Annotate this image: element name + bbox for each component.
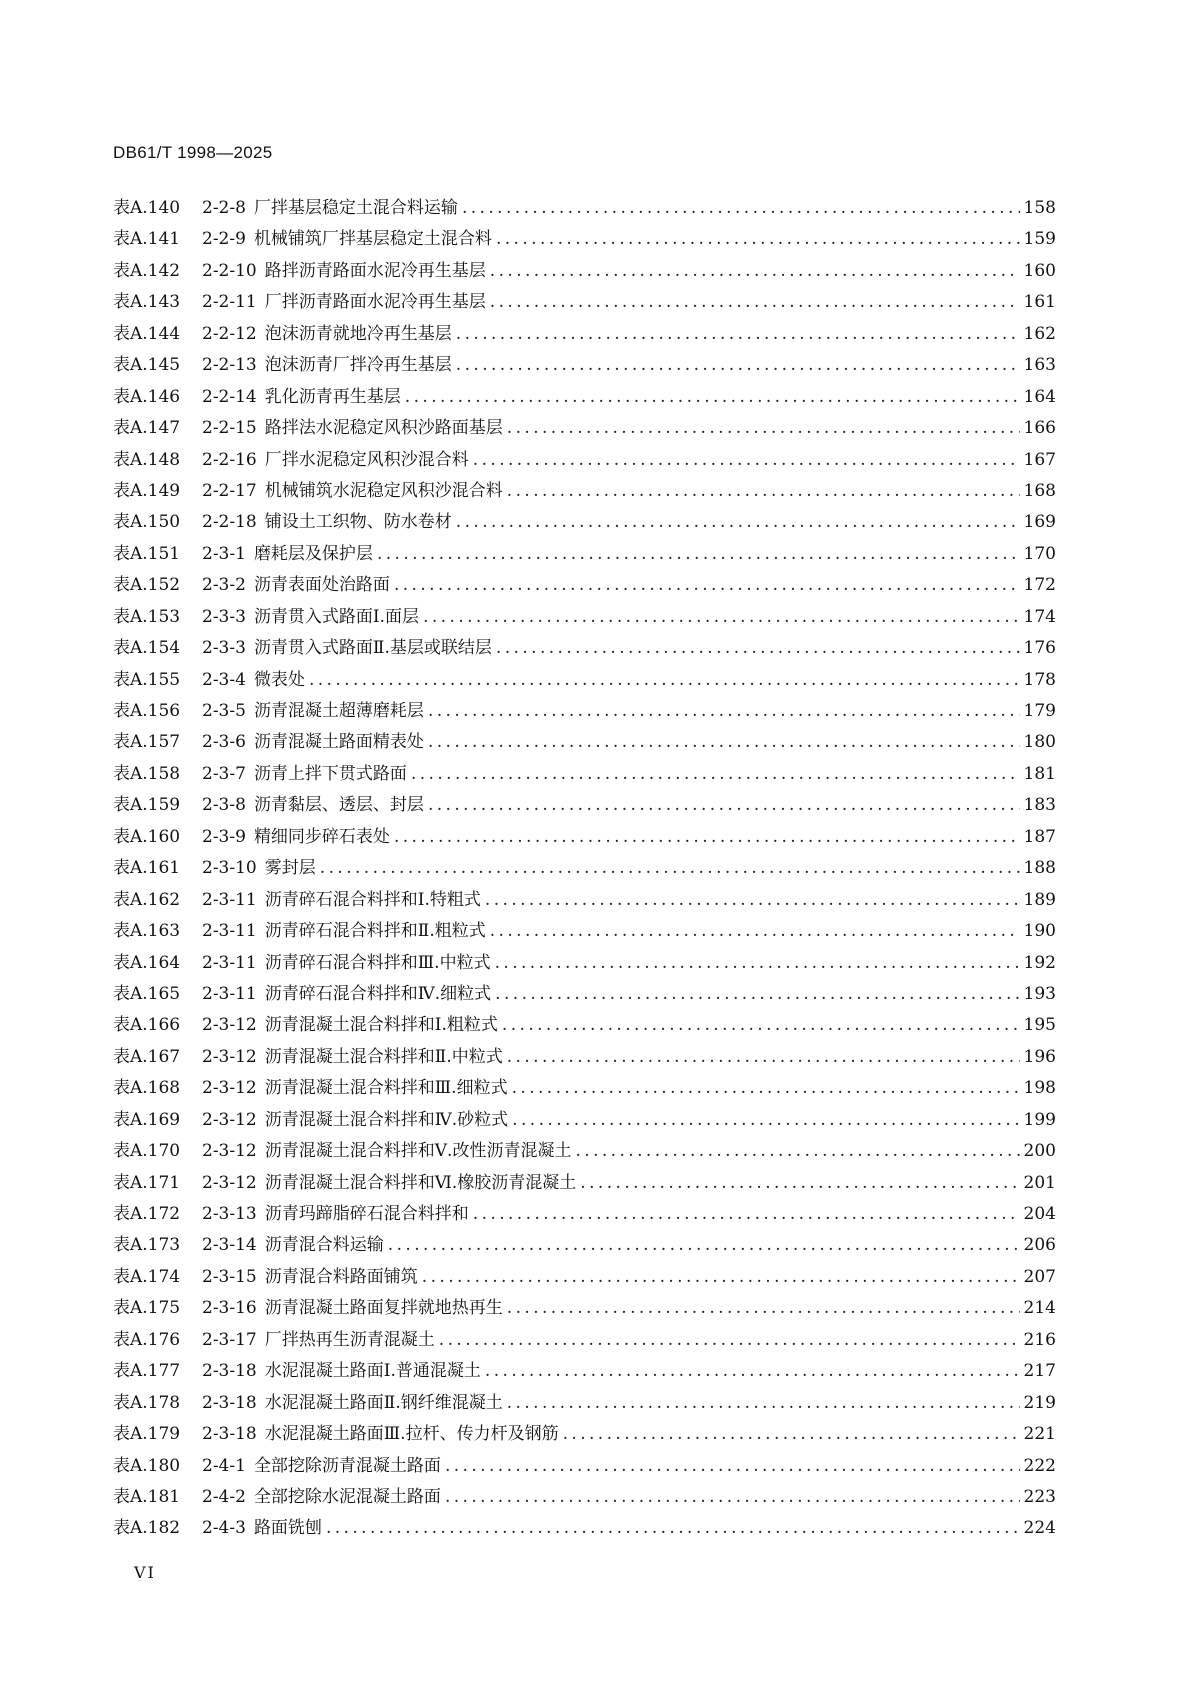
toc-table-number: 表A.151	[113, 543, 181, 564]
toc-entry[interactable]	[113, 885, 1056, 916]
toc-page-number: 172	[1023, 575, 1056, 596]
toc-dot-leader	[326, 1518, 1020, 1538]
toc-table-number: 表A.163	[113, 921, 181, 942]
toc-item-code: 2-2-9	[202, 229, 246, 250]
toc-item-code: 2-3-9	[202, 826, 246, 847]
toc-item-code: 2-3-14	[202, 1235, 257, 1256]
toc-page-number: 189	[1023, 889, 1056, 910]
toc-entry-title: 沥青混凝土混合料拌和Ⅴ.改性沥青混凝土	[264, 1141, 572, 1162]
toc-item-code: 2-3-18	[202, 1392, 257, 1413]
toc-page-number: 166	[1023, 418, 1056, 439]
toc-entry-title: 沥青上拌下贯式路面	[253, 763, 407, 784]
toc-dot-leader	[456, 512, 1020, 532]
toc-page-number: 187	[1023, 826, 1056, 847]
page-number: VI	[134, 1563, 156, 1582]
document-code: DB61/T 1998—2025	[113, 143, 273, 162]
toc-entry[interactable]	[113, 1073, 1056, 1104]
toc-page-number: 160	[1023, 260, 1056, 281]
toc-dot-leader	[512, 1110, 1019, 1130]
toc-item-code: 2-3-18	[202, 1361, 257, 1382]
toc-entry[interactable]	[113, 1356, 1056, 1387]
toc-dot-leader	[405, 387, 1020, 407]
toc-entry-title: 微表处	[253, 669, 305, 690]
toc-entry[interactable]	[113, 633, 1056, 664]
toc-table-number: 表A.152	[113, 575, 181, 596]
toc-page-number: 217	[1023, 1361, 1056, 1382]
toc-entry[interactable]	[113, 570, 1056, 601]
toc-entry-title: 水泥混凝土路面Ⅱ.钢纤维混凝土	[264, 1392, 503, 1413]
toc-entry[interactable]	[113, 696, 1056, 727]
toc-page-number: 188	[1023, 858, 1056, 879]
toc-table-number: 表A.176	[113, 1329, 181, 1350]
toc-dot-leader	[411, 764, 1020, 784]
toc-item-code: 2-3-5	[202, 701, 246, 721]
toc-table-number: 表A.145	[113, 355, 181, 376]
toc-entry[interactable]	[113, 790, 1056, 821]
toc-entry-title: 沥青混凝土超薄磨耗层	[253, 701, 424, 721]
toc-page-number: 199	[1023, 1109, 1056, 1130]
toc-entry-title: 磨耗层及保护层	[253, 543, 373, 564]
toc-entry-title: 沥青混凝土混合料拌和Ⅲ.细粒式	[264, 1078, 508, 1099]
toc-table-number: 表A.171	[113, 1172, 181, 1193]
toc-entry-title: 沥青混合料运输	[264, 1235, 384, 1256]
toc-table-number: 表A.162	[113, 889, 181, 910]
toc-dot-leader	[563, 1424, 1020, 1444]
toc-entry-title: 精细同步碎石表处	[253, 826, 390, 847]
toc-table-number: 表A.179	[113, 1424, 181, 1445]
toc-item-code: 2-3-16	[202, 1298, 257, 1319]
toc-table-number: 表A.140	[113, 198, 181, 218]
toc-page-number: 190	[1023, 921, 1056, 942]
toc-table-number: 表A.180	[113, 1455, 181, 1476]
toc-table-number: 表A.161	[113, 858, 181, 879]
toc-entry-title: 厂拌水泥稳定风积沙混合料	[264, 449, 469, 470]
toc-entry[interactable]	[113, 1136, 1056, 1167]
toc-table-number: 表A.159	[113, 795, 181, 816]
toc-item-code: 2-2-18	[202, 512, 257, 533]
toc-entry[interactable]	[113, 1325, 1056, 1356]
toc-item-code: 2-3-12	[202, 1015, 257, 1036]
toc-item-code: 2-3-11	[202, 952, 257, 973]
toc-entry[interactable]	[113, 727, 1056, 758]
toc-page-number: 207	[1023, 1266, 1056, 1287]
toc-entry[interactable]	[113, 1168, 1056, 1199]
toc-page-number: 193	[1023, 983, 1056, 1004]
toc-entry[interactable]	[113, 979, 1056, 1010]
toc-item-code: 2-3-1	[202, 543, 246, 564]
toc-entry[interactable]	[113, 1419, 1056, 1450]
toc-page-number: 178	[1023, 669, 1056, 690]
toc-entry[interactable]	[113, 1293, 1056, 1324]
toc-entry[interactable]	[113, 822, 1056, 853]
toc-dot-leader	[502, 1015, 1020, 1035]
toc-table-number: 表A.175	[113, 1298, 181, 1319]
toc-dot-leader	[490, 261, 1020, 281]
toc-entry-title: 沥青混凝土路面复拌就地热再生	[264, 1298, 503, 1319]
toc-page-number: 222	[1023, 1455, 1056, 1476]
toc-entry-title: 雾封层	[264, 858, 316, 879]
toc-page-number: 219	[1023, 1392, 1056, 1413]
toc-entry-title: 沥青贯入式路面Ⅱ.基层或联结层	[253, 638, 492, 659]
toc-page-number: 195	[1023, 1015, 1056, 1036]
toc-table-number: 表A.178	[113, 1392, 181, 1413]
toc-item-code: 2-2-13	[202, 355, 257, 376]
toc-dot-leader	[496, 229, 1020, 249]
toc-entry[interactable]	[113, 319, 1056, 350]
toc-dot-leader	[428, 701, 1020, 721]
toc-entry-title: 路面铣刨	[253, 1518, 322, 1539]
toc-entry[interactable]	[113, 853, 1056, 884]
toc-page-number: 170	[1023, 543, 1056, 564]
toc-dot-leader	[377, 544, 1020, 564]
toc-dot-leader	[423, 607, 1019, 627]
toc-item-code: 2-3-13	[202, 1204, 257, 1224]
toc-dot-leader	[496, 638, 1020, 658]
toc-page-number: 174	[1023, 606, 1056, 627]
toc-dot-leader	[580, 1173, 1019, 1193]
toc-entry-title: 沥青表面处治路面	[253, 575, 390, 596]
toc-entry[interactable]	[113, 948, 1056, 979]
toc-entry-title: 沥青混凝土混合料拌和Ⅱ.中粒式	[264, 1046, 503, 1067]
toc-entry[interactable]	[113, 476, 1056, 507]
toc-entry-title: 厂拌基层稳定土混合料运输	[253, 198, 458, 218]
toc-item-code: 2-3-7	[202, 763, 246, 784]
toc-entry-title: 沥青碎石混合料拌和Ⅰ.特粗式	[264, 889, 481, 910]
toc-item-code: 2-3-17	[202, 1329, 257, 1350]
toc-page-number: 162	[1023, 323, 1056, 344]
toc-table-number: 表A.182	[113, 1518, 181, 1539]
toc-entry-title: 沥青玛蹄脂碎石混合料拌和	[264, 1204, 469, 1224]
toc-table-number: 表A.153	[113, 606, 181, 627]
toc-entry[interactable]	[113, 256, 1056, 287]
toc-table-number: 表A.167	[113, 1046, 181, 1067]
toc-page-number: 181	[1023, 763, 1056, 784]
toc-entry-title: 沥青混凝土混合料拌和Ⅰ.粗粒式	[264, 1015, 498, 1036]
toc-dot-leader	[473, 450, 1020, 470]
toc-table-number: 表A.160	[113, 826, 181, 847]
toc-entry-title: 沥青碎石混合料拌和Ⅲ.中粒式	[264, 952, 491, 973]
toc-dot-leader	[507, 1298, 1020, 1318]
toc-dot-leader	[309, 670, 1020, 690]
toc-table-number: 表A.146	[113, 386, 181, 407]
toc-page-number: 201	[1023, 1172, 1056, 1193]
toc-item-code: 2-3-12	[202, 1046, 257, 1067]
toc-page-number: 164	[1023, 386, 1056, 407]
toc-entry[interactable]	[113, 1482, 1056, 1513]
toc-entry-title: 全部挖除沥青混凝土路面	[253, 1455, 441, 1476]
toc-item-code: 2-3-18	[202, 1424, 257, 1445]
toc-page-number: 221	[1023, 1424, 1056, 1445]
toc-entry[interactable]	[113, 413, 1056, 444]
toc-dot-leader	[445, 1456, 1020, 1476]
toc-dot-leader	[512, 1078, 1020, 1098]
toc-page-number: 179	[1023, 701, 1056, 721]
toc-dot-leader	[320, 858, 1020, 878]
toc-entry[interactable]	[113, 350, 1056, 381]
toc-table-number: 表A.158	[113, 763, 181, 784]
toc-entry-title: 铺设土工织物、防水卷材	[264, 512, 452, 533]
toc-item-code: 2-3-11	[202, 889, 257, 910]
toc-page-number: 167	[1023, 449, 1056, 470]
toc-entry[interactable]	[113, 1451, 1056, 1482]
toc-dot-leader	[428, 732, 1020, 752]
toc-table-number: 表A.169	[113, 1109, 181, 1130]
toc-entry-title: 水泥混凝土路面Ⅲ.拉杆、传力杆及钢筋	[264, 1424, 559, 1445]
toc-table-number: 表A.164	[113, 952, 181, 973]
toc-item-code: 2-2-15	[202, 418, 257, 439]
toc-table-number: 表A.168	[113, 1078, 181, 1099]
toc-dot-leader	[507, 418, 1020, 438]
toc-item-code: 2-4-2	[202, 1486, 246, 1507]
toc-page-number: 223	[1023, 1486, 1056, 1507]
toc-table-number: 表A.150	[113, 512, 181, 533]
toc-entry-title: 厂拌沥青路面水泥冷再生基层	[264, 292, 486, 313]
toc-entry-title: 沥青混凝土混合料拌和Ⅳ.砂粒式	[264, 1109, 509, 1130]
toc-item-code: 2-3-15	[202, 1266, 257, 1287]
toc-table-number: 表A.181	[113, 1486, 181, 1507]
toc-table-number: 表A.155	[113, 669, 181, 690]
toc-item-code: 2-3-12	[202, 1109, 257, 1130]
toc-dot-leader	[462, 198, 1020, 218]
toc-dot-leader	[485, 890, 1020, 910]
table-of-contents	[113, 193, 1056, 1545]
toc-item-code: 2-3-10	[202, 858, 257, 879]
toc-entry-title: 水泥混凝土路面Ⅰ.普通混凝土	[264, 1361, 481, 1382]
toc-entry-title: 乳化沥青再生基层	[264, 386, 401, 407]
toc-entry-title: 沥青混凝土路面精表处	[253, 732, 424, 753]
toc-item-code: 2-3-2	[202, 575, 246, 596]
toc-entry[interactable]	[113, 1199, 1056, 1230]
toc-entry-title: 沥青混合料路面铺筑	[264, 1266, 418, 1287]
toc-item-code: 2-3-3	[202, 638, 246, 659]
toc-item-code: 2-2-14	[202, 386, 257, 407]
toc-table-number: 表A.157	[113, 732, 181, 753]
toc-dot-leader	[507, 481, 1020, 501]
toc-table-number: 表A.156	[113, 701, 181, 721]
toc-page-number: 180	[1023, 732, 1056, 753]
toc-entry-title: 路拌法水泥稳定风积沙路面基层	[264, 418, 503, 439]
toc-page-number: 183	[1023, 795, 1056, 816]
toc-dot-leader	[495, 953, 1020, 973]
toc-entry[interactable]	[113, 1010, 1056, 1041]
toc-entry-title: 全部挖除水泥混凝土路面	[253, 1486, 441, 1507]
toc-dot-leader	[485, 1361, 1020, 1381]
toc-page-number: 163	[1023, 355, 1056, 376]
toc-page-number: 196	[1023, 1046, 1056, 1067]
toc-item-code: 2-3-12	[202, 1172, 257, 1193]
toc-item-code: 2-2-8	[202, 198, 246, 218]
toc-item-code: 2-3-4	[202, 669, 246, 690]
toc-entry-title: 沥青碎石混合料拌和Ⅱ.粗粒式	[264, 921, 486, 942]
toc-entry[interactable]	[113, 1230, 1056, 1261]
toc-entry-title: 机械铺筑水泥稳定风积沙混合料	[264, 480, 503, 501]
toc-item-code: 2-2-10	[202, 260, 257, 281]
toc-dot-leader	[473, 1204, 1020, 1224]
toc-item-code: 2-4-1	[202, 1455, 246, 1476]
toc-entry[interactable]	[113, 507, 1056, 538]
toc-dot-leader	[495, 984, 1019, 1004]
toc-table-number: 表A.154	[113, 638, 181, 659]
toc-entry[interactable]	[113, 539, 1056, 570]
toc-entry[interactable]	[113, 193, 1056, 224]
toc-entry[interactable]	[113, 665, 1056, 696]
toc-table-number: 表A.143	[113, 292, 181, 313]
toc-item-code: 2-3-11	[202, 983, 257, 1004]
toc-page-number: 159	[1023, 229, 1056, 250]
toc-entry-title: 沥青黏层、透层、封层	[253, 795, 424, 816]
toc-dot-leader	[388, 1235, 1020, 1255]
toc-table-number: 表A.170	[113, 1141, 181, 1162]
toc-entry[interactable]	[113, 916, 1056, 947]
toc-entry[interactable]	[113, 1042, 1056, 1073]
toc-entry[interactable]	[113, 382, 1056, 413]
toc-entry[interactable]	[113, 224, 1056, 255]
toc-page-number: 158	[1023, 198, 1056, 218]
toc-dot-leader	[445, 1487, 1020, 1507]
toc-dot-leader	[507, 1393, 1020, 1413]
toc-table-number: 表A.144	[113, 323, 181, 344]
toc-item-code: 2-3-11	[202, 921, 257, 942]
toc-entry-title: 路拌沥青路面水泥冷再生基层	[264, 260, 486, 281]
toc-page-number: 161	[1023, 292, 1056, 313]
toc-item-code: 2-4-3	[202, 1518, 246, 1539]
toc-table-number: 表A.172	[113, 1204, 181, 1224]
toc-item-code: 2-3-6	[202, 732, 246, 753]
toc-entry[interactable]	[113, 602, 1056, 633]
toc-page-number: 192	[1023, 952, 1056, 973]
toc-entry[interactable]	[113, 759, 1056, 790]
toc-page-number: 214	[1023, 1298, 1056, 1319]
toc-entry-title: 厂拌热再生沥青混凝土	[264, 1329, 435, 1350]
toc-table-number: 表A.173	[113, 1235, 181, 1256]
toc-table-number: 表A.141	[113, 229, 181, 250]
toc-entry-title: 沥青贯入式路面Ⅰ.面层	[253, 606, 420, 627]
toc-page-number: 204	[1023, 1204, 1056, 1224]
toc-dot-leader	[507, 1047, 1020, 1067]
toc-item-code: 2-3-8	[202, 795, 246, 816]
toc-entry-title: 机械铺筑厂拌基层稳定土混合料	[253, 229, 492, 250]
toc-dot-leader	[428, 795, 1020, 815]
toc-table-number: 表A.148	[113, 449, 181, 470]
toc-entry-title: 泡沫沥青厂拌冷再生基层	[264, 355, 452, 376]
toc-item-code: 2-3-12	[202, 1078, 257, 1099]
toc-entry[interactable]	[113, 1105, 1056, 1136]
toc-item-code: 2-2-17	[202, 480, 257, 501]
toc-page-number: 168	[1023, 480, 1056, 501]
toc-dot-leader	[490, 921, 1020, 941]
toc-entry-title: 泡沫沥青就地冷再生基层	[264, 323, 452, 344]
toc-dot-leader	[575, 1141, 1019, 1161]
toc-item-code: 2-3-12	[202, 1141, 257, 1162]
toc-table-number: 表A.147	[113, 418, 181, 439]
toc-page-number: 169	[1023, 512, 1056, 533]
toc-entry[interactable]	[113, 1388, 1056, 1419]
toc-page-number: 200	[1023, 1141, 1056, 1162]
toc-item-code: 2-3-3	[202, 606, 246, 627]
toc-dot-leader	[394, 575, 1020, 595]
toc-entry[interactable]	[113, 287, 1056, 318]
toc-table-number: 表A.165	[113, 983, 181, 1004]
toc-table-number: 表A.166	[113, 1015, 181, 1036]
toc-page-number: 198	[1023, 1078, 1056, 1099]
toc-entry[interactable]	[113, 1262, 1056, 1293]
toc-entry-title: 沥青混凝土混合料拌和Ⅵ.橡胶沥青混凝土	[264, 1172, 577, 1193]
toc-dot-leader	[439, 1330, 1020, 1350]
toc-entry-title: 沥青碎石混合料拌和Ⅳ.细粒式	[264, 983, 492, 1004]
toc-entry[interactable]	[113, 445, 1056, 476]
toc-entry[interactable]	[113, 1513, 1056, 1544]
toc-page-number: 206	[1023, 1235, 1056, 1256]
toc-table-number: 表A.177	[113, 1361, 181, 1382]
toc-page-number: 216	[1023, 1329, 1056, 1350]
toc-dot-leader	[422, 1267, 1020, 1287]
toc-page-number: 176	[1023, 638, 1056, 659]
toc-dot-leader	[456, 355, 1020, 375]
toc-table-number: 表A.149	[113, 480, 181, 501]
toc-table-number: 表A.142	[113, 260, 181, 281]
toc-page-number: 224	[1023, 1518, 1056, 1539]
toc-item-code: 2-2-12	[202, 323, 257, 344]
toc-item-code: 2-2-16	[202, 449, 257, 470]
toc-dot-leader	[456, 324, 1020, 344]
toc-dot-leader	[490, 292, 1020, 312]
toc-table-number: 表A.174	[113, 1266, 181, 1287]
toc-dot-leader	[394, 827, 1020, 847]
toc-item-code: 2-2-11	[202, 292, 257, 313]
